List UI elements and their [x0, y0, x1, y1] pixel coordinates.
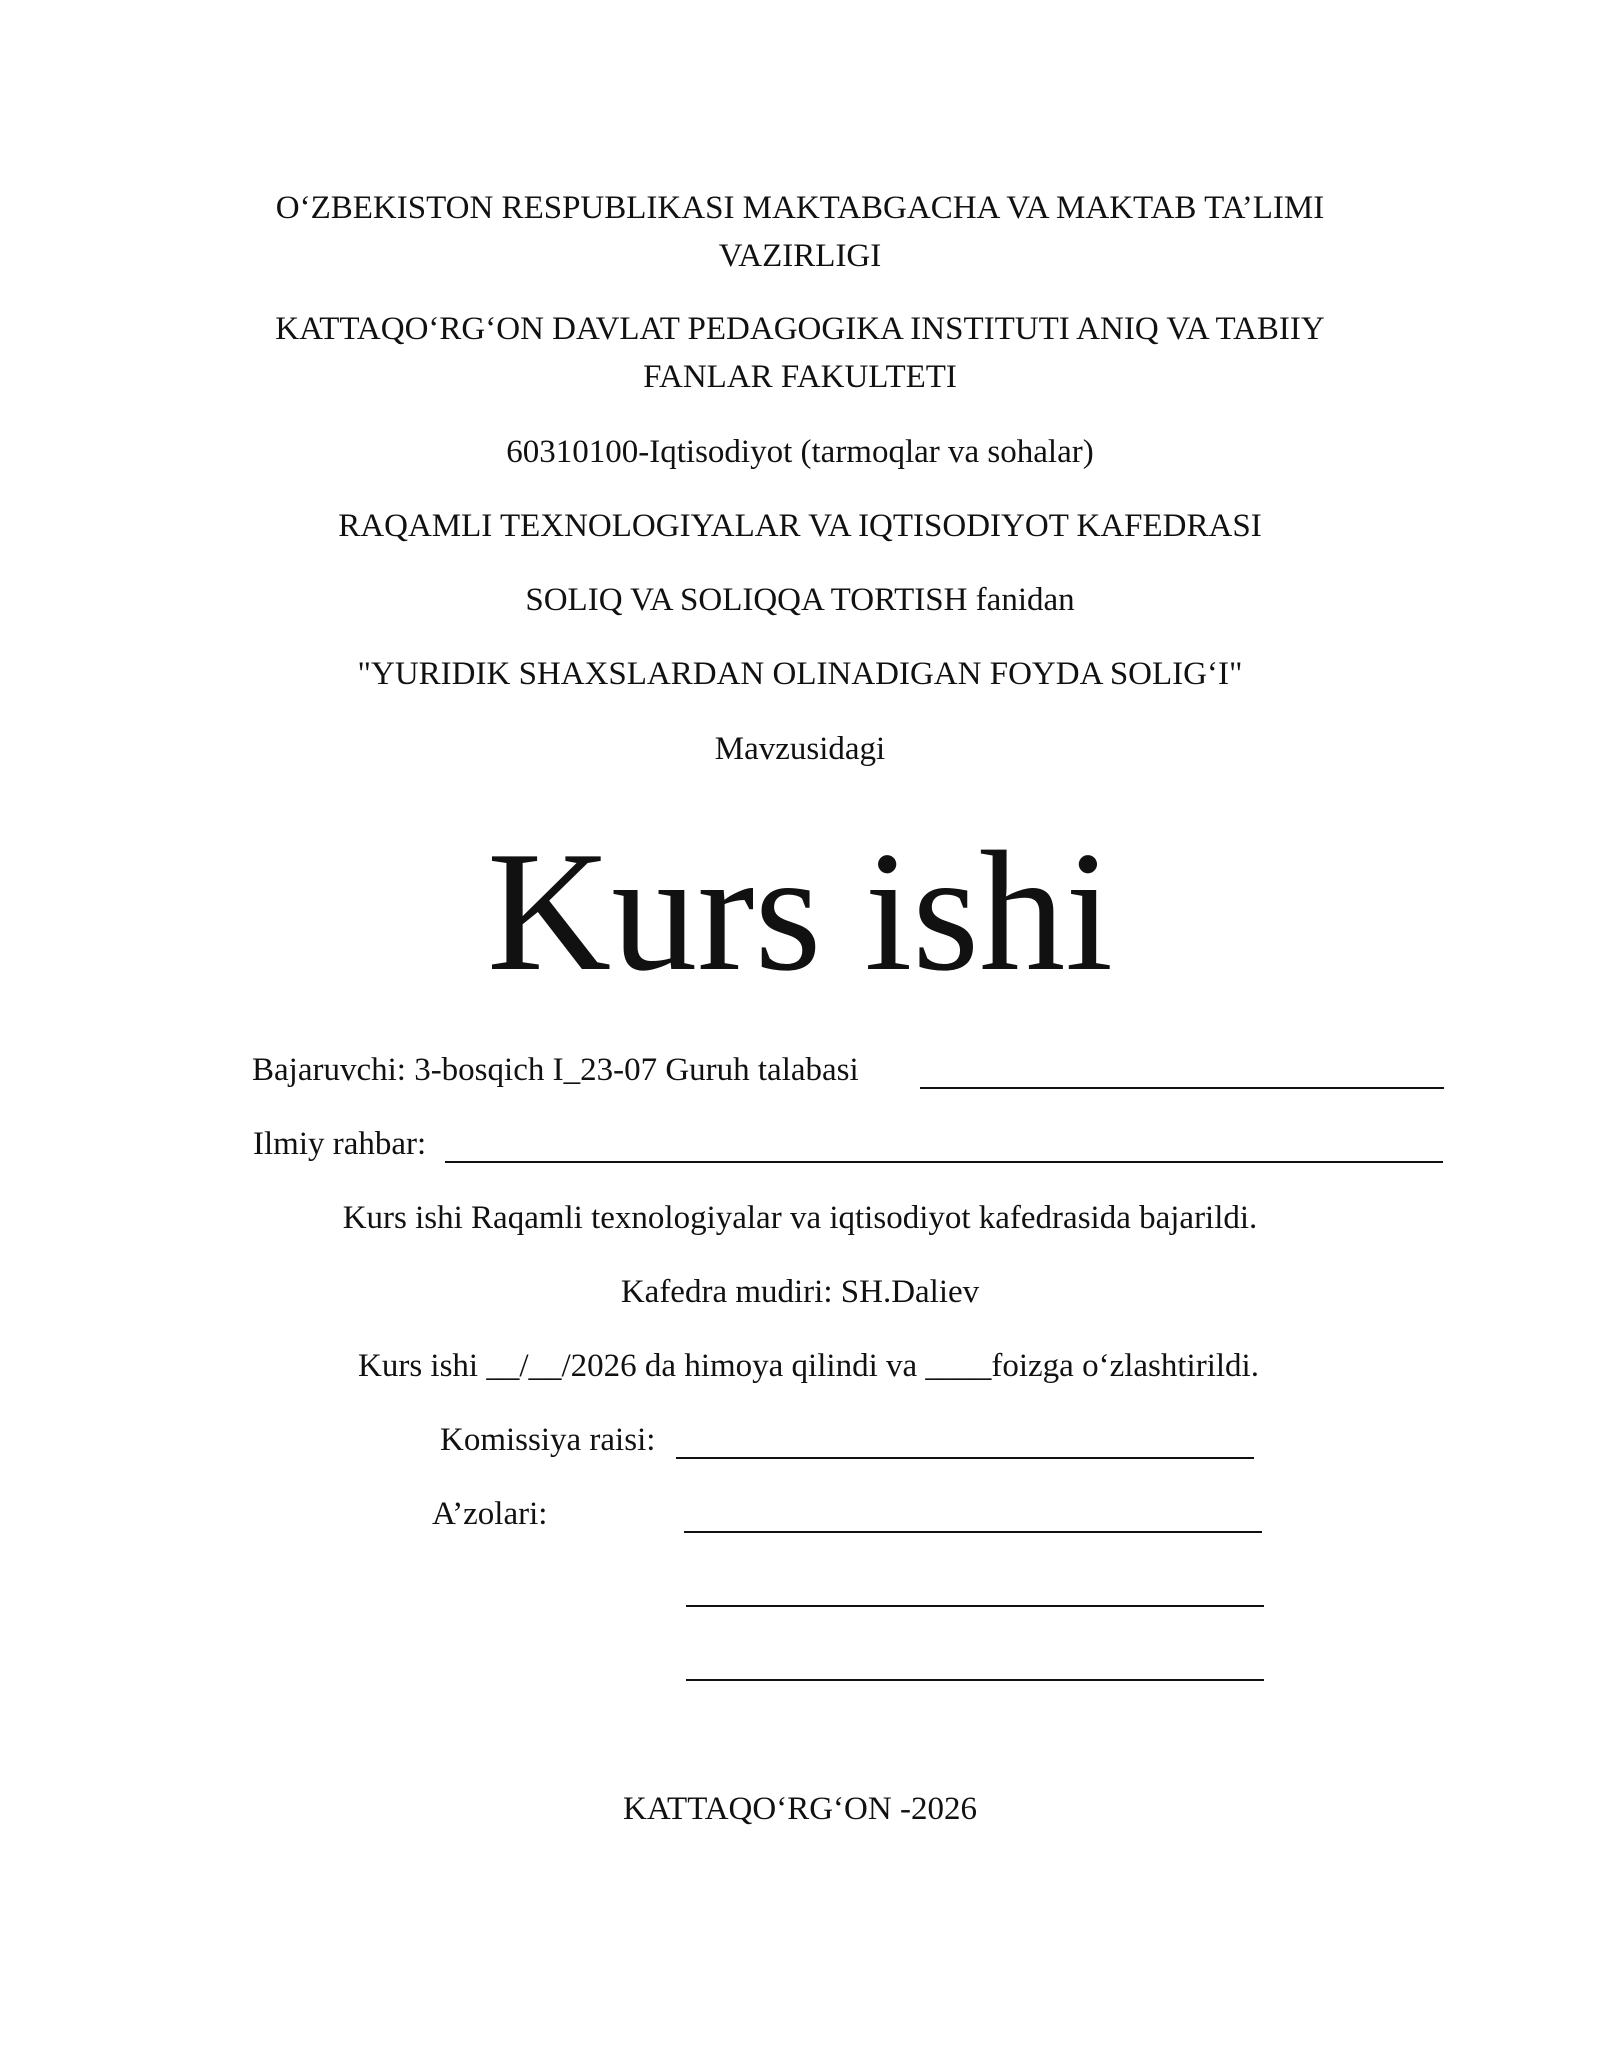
department-line: RAQAMLI TEXNOLOGIYALAR VA IQTISODIYOT KAFEDRASI	[338, 508, 1262, 544]
commission-chair-signature-line	[676, 1457, 1254, 1459]
city-year-footer: KATTAQO‘RG‘ON -2026	[623, 1791, 977, 1827]
member-signature-line-2	[686, 1605, 1264, 1607]
supervisor-label: Ilmiy rahbar:	[253, 1126, 427, 1162]
performer-label: Bajaruvchi: 3-bosqich I_23-07 Guruh talabasi	[252, 1052, 859, 1088]
member-signature-line-3	[686, 1679, 1264, 1681]
performer-signature-line	[920, 1087, 1444, 1089]
completed-note: Kurs ishi Raqamli texnologiyalar va iqtisodiyot kafedrasida bajarildi.	[342, 1200, 1258, 1236]
ministry-line-1: O‘ZBEKISTON RESPUBLIKASI MAKTABGACHA VA MAKTAB TA’LIMI	[275, 190, 1325, 226]
specialty-line: 60310100-Iqtisodiyot (tarmoqlar va sohalar)	[506, 434, 1094, 470]
head-of-department: Kafedra mudiri: SH.Daliev	[620, 1274, 980, 1310]
supervisor-signature-line	[445, 1161, 1443, 1163]
defense-note: Kurs ishi __/__/2026 da himoya qilindi va ____foizga o‘zlashtirildi.	[358, 1348, 1259, 1384]
members-label: A’zolari:	[432, 1496, 548, 1532]
topic-line: "YURIDIK SHAXSLARDAN OLINADIGAN FOYDA SOLIG‘I"	[357, 656, 1243, 692]
institute-line-1: KATTAQO‘RG‘ON DAVLAT PEDAGOGIKA INSTITUTI ANIQ VA TABIIY	[275, 311, 1325, 347]
ministry-line-2: VAZIRLIGI	[718, 238, 882, 274]
subject-line: SOLIQ VA SOLIQQA TORTISH fanidan	[525, 582, 1075, 618]
document-title: Kurs ishi	[487, 817, 1113, 1007]
member-signature-line-1	[684, 1531, 1262, 1533]
topic-suffix-line: Mavzusidagi	[714, 731, 886, 767]
commission-chair-label: Komissiya raisi:	[440, 1422, 656, 1458]
institute-line-2: FANLAR FAKULTETI	[643, 359, 957, 395]
